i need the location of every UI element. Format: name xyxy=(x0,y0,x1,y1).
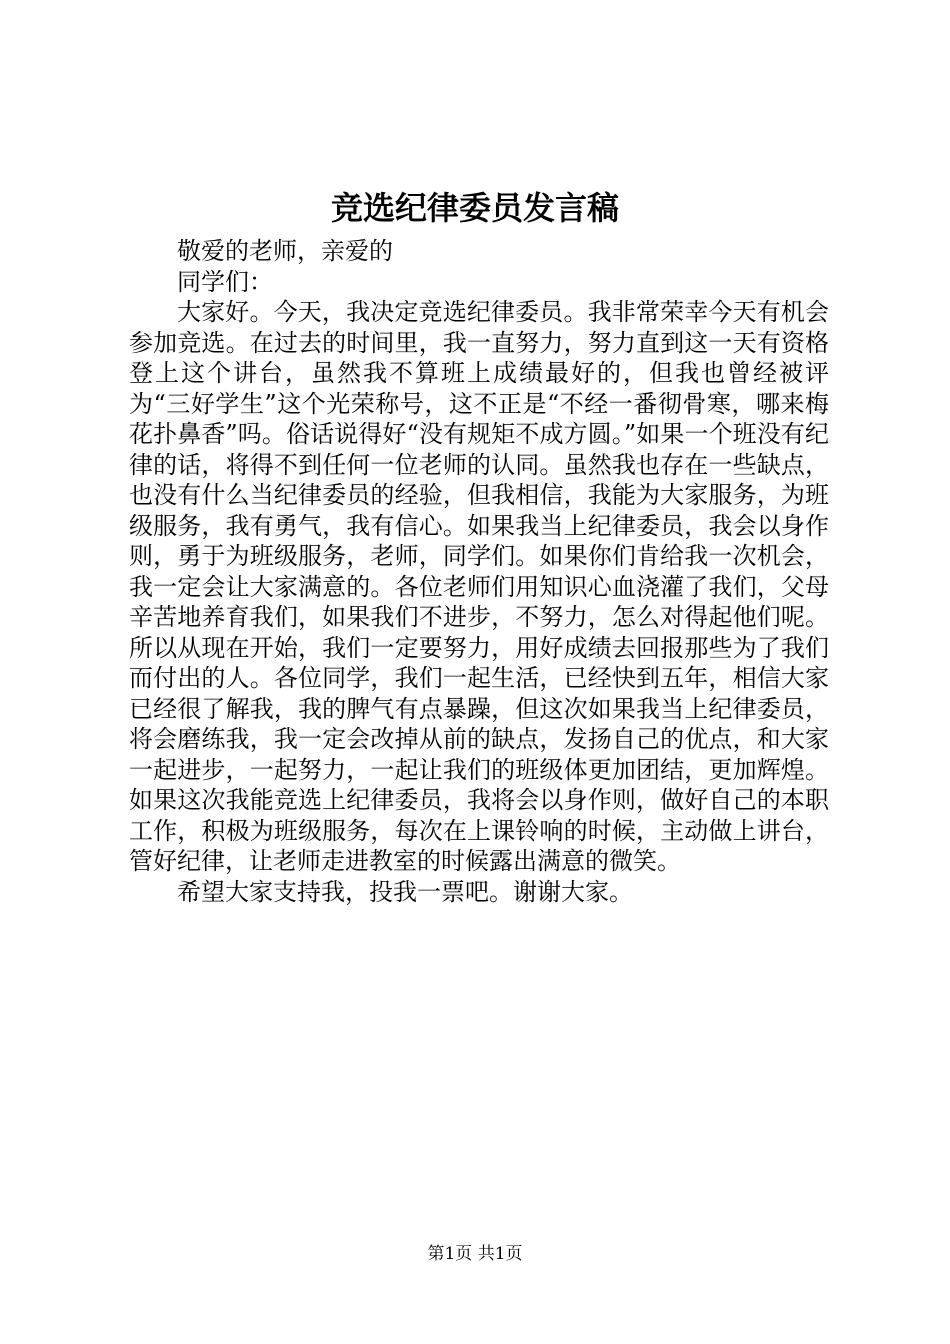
main-paragraph: 大家好。今天，我决定竞选纪律委员。我非常荣幸今天有机会参加竞选。在过去的时间里，我一直努力，努力直到这一天有资格登上这个讲台，虽然我不算班上成绩最好的，但我也曾经被评为“三好学生”这个光荣称号，这不正是“不经一番彻骨寒，哪来梅花扑鼻香”吗。俗话说得好“没有规矩不成方圆。”如果一个班没有纪律的话，将得不到任何一位老师的认同。虽然我也存在一些缺点，也没有什么当纪律委员的经验，但我相信，我能为大家服务，为班级服务，我有勇气，我有信心。如果我当上纪律委员，我会以身作则，勇于为班级服务，老师，同学们。如果你们肯给我一次机会，我一定会让大家满意的。各位老师们用知识心血浇灌了我们，父母辛苦地养育我们，如果我们不进步，不努力，怎么对得起他们呢。所以从现在开始，我们一定要努力，用好成绩去回报那些为了我们而付出的人。各位同学，我们一起生活，已经快到五年，相信大家已经很了解我，我的脾气有点暴躁，但这次如果我当上纪律委员，将会磨练我，我一定会改掉从前的缺点，发扬自己的优点，和大家一起进步，一起努力，一起让我们的班级体更加团结，更加辉煌。如果这次我能竞选上纪律委员，我将会以身作则，做好自己的本职工作，积极为班级服务，每次在上课铃响的时候，主动做上讲台，管好纪律，让老师走进教室的时候露出满意的微笑。 xyxy=(129,298,829,875)
closing-paragraph: 希望大家支持我，投我一票吧。谢谢大家。 xyxy=(177,877,633,906)
salutation-line-2: 同学们： xyxy=(177,267,273,296)
document-title: 竞选纪律委员发言稿 xyxy=(330,189,619,227)
page-footer: 第1页 共1页 xyxy=(427,1244,523,1264)
salutation-line-1: 敬爱的老师，亲爱的 xyxy=(177,237,393,265)
document-body xyxy=(129,236,829,907)
